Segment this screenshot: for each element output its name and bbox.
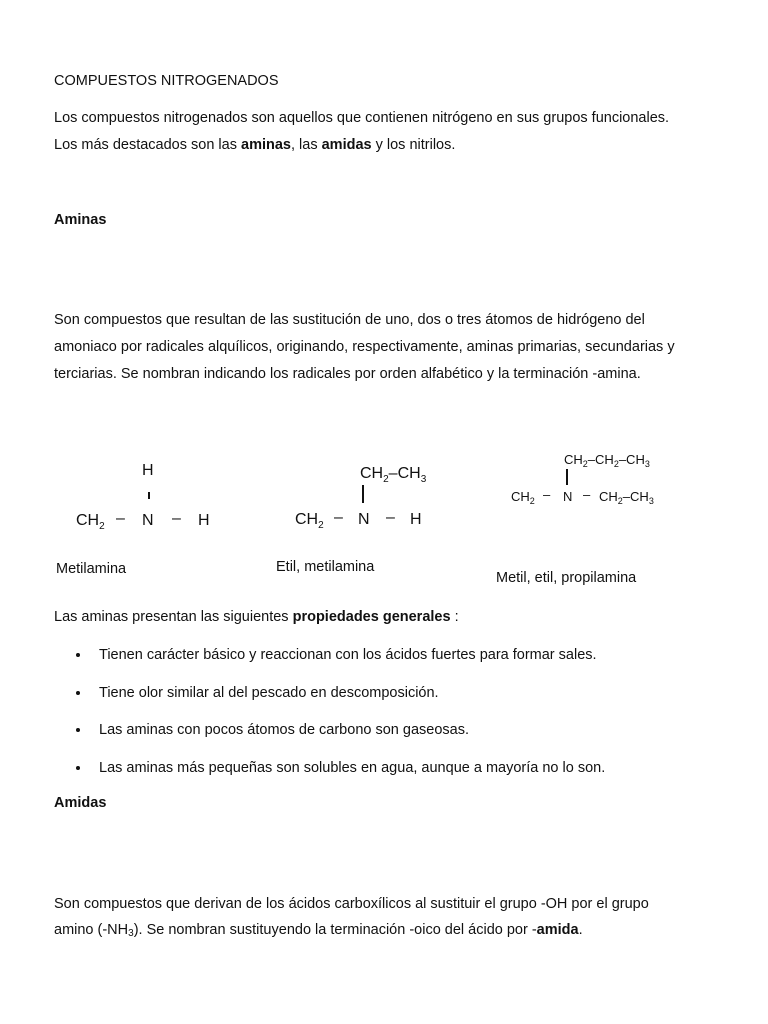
- structure-3-n: N: [563, 489, 573, 504]
- term-aminas: aminas: [241, 137, 291, 153]
- structure-2-n: N: [358, 511, 370, 528]
- aminas-para-line-3: terciarias. Se nombran indicando los radicales por orden alfabético y la terminación -amina.: [54, 366, 641, 382]
- structure-2-bond-right: –: [386, 509, 395, 526]
- structure-1-h: H: [198, 512, 210, 529]
- term-propiedades-generales: propiedades generales: [292, 609, 451, 625]
- structure-2-bond-left: –: [334, 509, 343, 526]
- structure-1-top-h: H: [142, 462, 154, 479]
- aminas-para-line-2: amoniaco por radicales alquílicos, originando, respectivamente, aminas primarias, secundarias y: [54, 339, 675, 355]
- structure-1-vertical-bond: [148, 492, 150, 499]
- structure-2-vertical-bond: [362, 485, 364, 503]
- document-title: COMPUESTOS NITROGENADOS: [54, 73, 279, 89]
- caption-metil-etil-propilamina: Metil, etil, propilamina: [496, 570, 637, 586]
- list-item: Tiene olor similar al del pescado en descomposición.: [54, 680, 605, 718]
- structure-1-bond-left: –: [116, 510, 125, 527]
- amidas-para-line-2: amino $(-NH_3)$. Se nombran sustituyendo la terminación -oico del ácido por -amida.: [54, 922, 583, 939]
- list-item: Las aminas más pequeñas son solubles en agua, aunque a mayoría no lo son.: [54, 755, 605, 793]
- section-heading-aminas: Aminas: [54, 212, 107, 228]
- structure-3-bond-right: –: [583, 487, 591, 502]
- term-amidas: amidas: [321, 137, 372, 153]
- caption-etil-metilamina: Etil, metilamina: [276, 559, 375, 575]
- caption-metilamina: Metilamina: [56, 561, 127, 577]
- intro-line-2: Los más destacados son las aminas, las amidas y los nitrilos.: [54, 137, 456, 153]
- section-heading-amidas: Amidas: [54, 795, 107, 811]
- propiedades-intro: Las aminas presentan las siguientes propiedades generales :: [54, 609, 459, 625]
- amidas-para-line-1: Son compuestos que derivan de los ácidos carboxílicos al sustituir el grupo -OH por el grupo: [54, 896, 649, 912]
- list-item: Las aminas con pocos átomos de carbono son gaseosas.: [54, 717, 605, 755]
- list-item: Tienen carácter básico y reaccionan con los ácidos fuertes para formar sales.: [54, 642, 605, 680]
- structure-3-top-chain: $CH_2-CH_2-CH_3$: [564, 452, 650, 469]
- structure-1-bond-right: –: [172, 510, 181, 527]
- structure-3-ch2: $CH_2$: [511, 489, 535, 506]
- intro-line-1: Los compuestos nitrogenados son aquellos que contienen nitrógeno en sus grupos funcionales.: [54, 110, 670, 126]
- structure-2-h: H: [410, 511, 422, 528]
- structure-2-top-chain: $CH_2-CH_3$: [360, 465, 427, 485]
- term-amida: amida: [536, 922, 579, 938]
- structure-3-vertical-bond: [566, 469, 568, 485]
- propiedades-list: [54, 642, 605, 792]
- aminas-para-line-1: Son compuestos que resultan de las sustitución de uno, dos o tres átomos de hidrógeno del: [54, 312, 645, 328]
- structure-2-ch2: $CH_2$: [295, 511, 324, 531]
- structure-1-n: N: [142, 512, 154, 529]
- structure-3-right-chain: $CH_2-CH_3$: [599, 489, 654, 506]
- structure-1-ch2: $CH_2$: [76, 512, 105, 532]
- structure-3-bond-left: –: [543, 487, 551, 502]
